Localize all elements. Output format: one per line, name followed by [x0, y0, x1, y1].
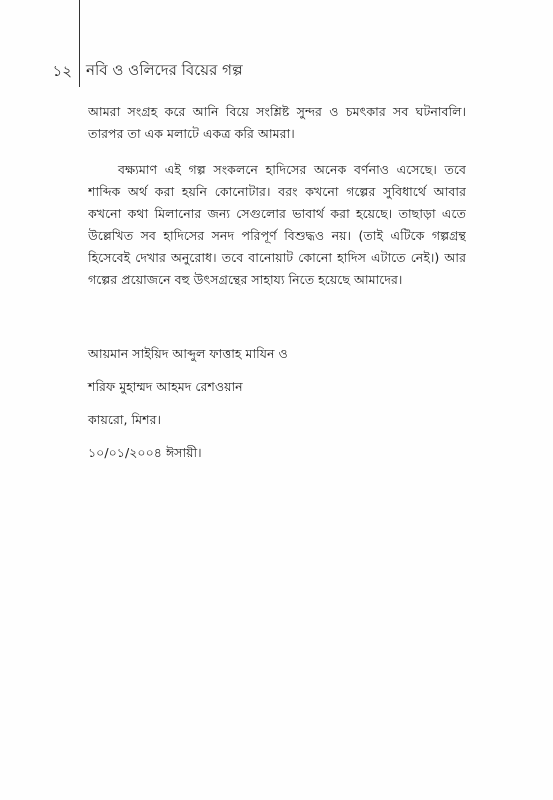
header-vertical-rule: [79, 0, 80, 87]
body-text: [88, 101, 466, 291]
page-number: ১২: [52, 62, 72, 80]
paragraph-1: আমরা সংগ্রহ করে আনি বিয়ে সংশ্লিষ্ট সুন্দর ও চমৎকার সব ঘটনাবলি। তারপর তা এক মলাটে একত্র করি আমরা।: [88, 104, 466, 141]
running-title: নবি ও ওলিদের বিয়ের গল্প: [86, 61, 243, 79]
author-line-1: আয়মান সাইয়িদ আব্দুল ফাত্তাহ মাযিন ও: [88, 346, 288, 361]
paragraph-2: বক্ষ্যমাণ এই গল্প সংকলনে হাদিসের অনেক বর্ণনাও এসেছে। তবে শাব্দিক অর্থ করা হয়নি কোনোটার। বরং কখনো গল্পের সুবিধার্থে আবার কখনো কথা মিলানোর জন্য সেগুলোর ভাবার্থ করা হয়েছে। তাছাড়া এতে উল্লেখিত সব হাদিসের সনদ পরিপূর্ণ বিশুদ্ধও নয়। (তাই এটিকে গল্পগ্রন্থ হিসেবেই দেখার অনুরোধ। তবে বানোয়াট কোনো হাদিস এটাতে নেই।) আর গল্পের প্রয়োজনে বহু উৎসগ্রন্থের সাহায্য নিতে হয়েছে আমাদের।: [88, 162, 466, 287]
place-line: কায়রো, মিশর।: [88, 412, 162, 427]
date-line: ১০/০১/২০০৪ ঈসায়ী।: [88, 445, 202, 460]
signature-block: [88, 343, 468, 475]
author-line-2: শরিফ মুহাম্মদ আহমদ রেশওয়ান: [88, 379, 243, 394]
